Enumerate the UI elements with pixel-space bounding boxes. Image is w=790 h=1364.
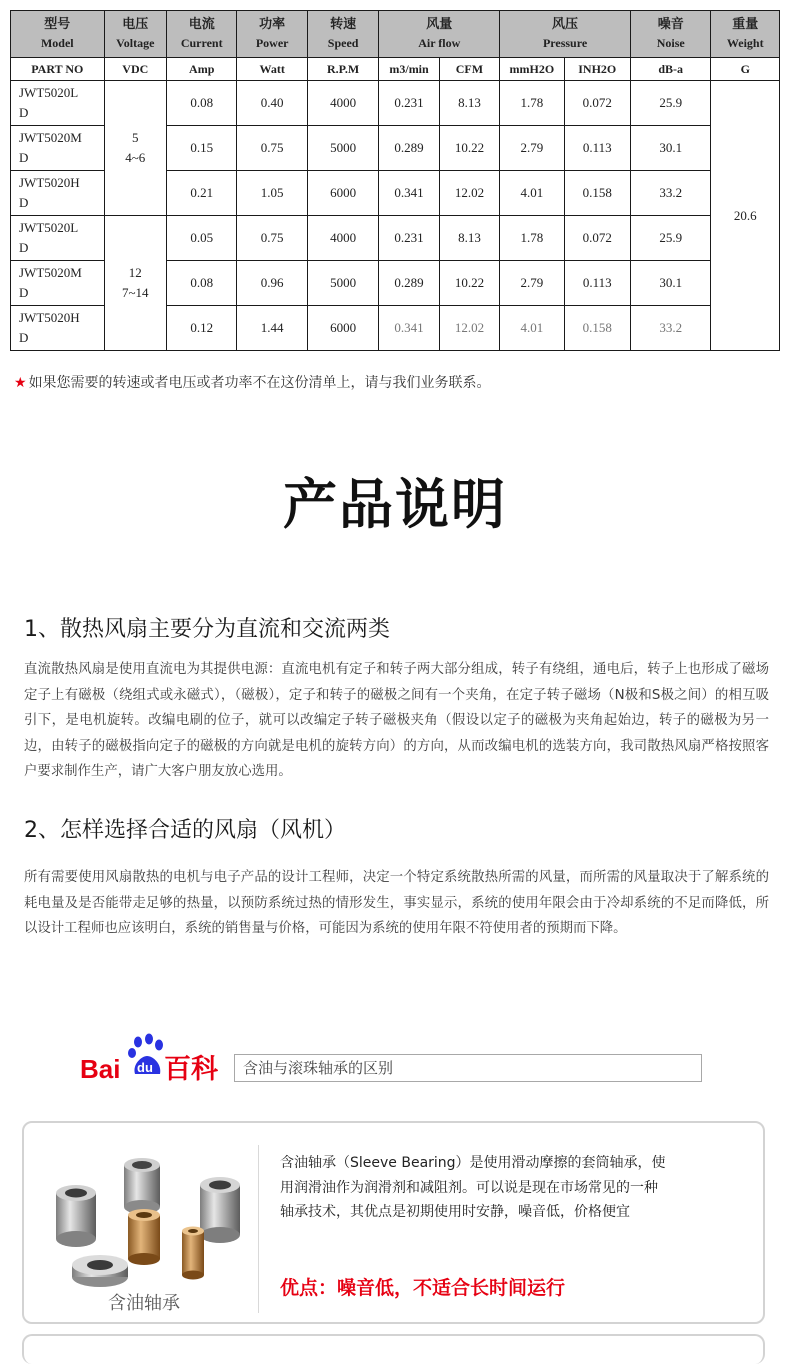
power-cell: 0.96 xyxy=(237,261,307,306)
power-cell: 0.40 xyxy=(237,81,307,126)
baidu-search-input[interactable]: 含油与滚珠轴承的区别 xyxy=(234,1054,702,1082)
section-heading-2: 2、怎样选择合适的风扇（风机） xyxy=(24,818,346,843)
current-cell: 0.08 xyxy=(166,261,236,306)
airflow-m3-cell: 0.341 xyxy=(379,306,439,351)
pressure-mmh2o-cell: 1.78 xyxy=(500,216,564,261)
speed-cell: 5000 xyxy=(307,261,378,306)
table-header-row xyxy=(11,11,780,58)
noise-cell: 30.1 xyxy=(630,261,711,306)
sleeve-bearing-image xyxy=(42,1153,252,1293)
spec-table xyxy=(10,10,780,351)
part-number: JWT5020H D xyxy=(11,171,105,216)
part-number: JWT5020H D xyxy=(11,306,105,351)
power-cell: 1.44 xyxy=(237,306,307,351)
pressure-mmh2o-cell: 1.78 xyxy=(500,81,564,126)
pressure-mmh2o-cell: 2.79 xyxy=(500,261,564,306)
svg-text:du: du xyxy=(137,1060,153,1075)
unit-cell: Amp xyxy=(166,58,236,81)
unit-cell: G xyxy=(711,58,780,81)
svg-text:Bai: Bai xyxy=(80,1054,121,1082)
pressure-inh2o-cell: 0.072 xyxy=(564,81,630,126)
unit-cell: dB-a xyxy=(630,58,711,81)
header-power: 功率 Power xyxy=(237,11,307,58)
speed-cell: 6000 xyxy=(307,171,378,216)
airflow-cfm-cell: 12.02 xyxy=(439,306,499,351)
noise-cell: 25.9 xyxy=(630,216,711,261)
unit-cell: Watt xyxy=(237,58,307,81)
noise-cell: 25.9 xyxy=(630,81,711,126)
part-number: JWT5020L D xyxy=(11,81,105,126)
speed-cell: 5000 xyxy=(307,126,378,171)
current-cell: 0.08 xyxy=(166,81,236,126)
current-cell: 0.21 xyxy=(166,171,236,216)
voltage-cell: 12 7~14 xyxy=(104,216,166,351)
section-body-1: 直流散热风扇是使用直流电为其提供电源：直流电机有定子和转子两大部分组成，转子有绕组，通电后，转子上也形成了磁场定子上有磁极（绕组式或永磁式），（磁极），定子和转子的磁极之间有一个夹角，在定子转子磁场（N极和S极之间）的相互吸引下，是电机旋转。改编电刷的位子，就可以改编定子转子磁极夹角（假设以定子的磁极为夹角起始边，转子的磁极为另一边，由转子的磁极指向定子的磁极的方向就是电机的旋转方向）的方向，从而改编电机的选装方向，我司散热风扇严格按照客户要求制作生产，请广大客户朋友放心选用。 xyxy=(24,662,769,779)
header-speed: 转速 Speed xyxy=(307,11,378,58)
current-cell: 0.15 xyxy=(166,126,236,171)
airflow-cfm-cell: 10.22 xyxy=(439,126,499,171)
pressure-inh2o-cell: 0.113 xyxy=(564,126,630,171)
star-icon: ★ xyxy=(14,375,27,391)
power-cell: 0.75 xyxy=(237,126,307,171)
card-divider xyxy=(258,1145,259,1313)
airflow-cfm-cell: 10.22 xyxy=(439,261,499,306)
table-row xyxy=(11,216,780,261)
section-heading-1: 1、散热风扇主要分为直流和交流两类 xyxy=(24,617,390,642)
part-number: JWT5020M D xyxy=(11,261,105,306)
contact-note xyxy=(14,372,491,392)
table-units-row xyxy=(11,58,780,81)
section-body-2: 所有需要使用风扇散热的电机与电子产品的设计工程师，决定一个特定系统散热所需的风量，而所需的风量取决于了解系统的耗电量及是否能带走足够的热量，以预防系统过热的情形发生，事实显示，系统的使用年限会由于冷却系统的不足而降低，所以设计工程师也应该明白，系统的销售量与价格，可能因为系统的使用年限不符使用者的预期而下降。 xyxy=(24,870,769,936)
noise-cell: 33.2 xyxy=(630,171,711,216)
airflow-cfm-cell: 8.13 xyxy=(439,216,499,261)
bearing-description: 含油轴承（Sleeve Bearing）是使用滑动摩擦的套筒轴承，使用润滑油作为润滑剂和减阻剂。可以说是现在市场常见的一种轴承技术，其优点是初期使用时安静，噪音低，价格便宜 xyxy=(280,1155,666,1220)
speed-cell: 4000 xyxy=(307,81,378,126)
header-model: 型号 Model xyxy=(11,11,105,58)
airflow-m3-cell: 0.289 xyxy=(379,126,439,171)
header-weight: 重量 Weight xyxy=(711,11,780,58)
unit-cell: PART NO xyxy=(11,58,105,81)
airflow-cfm-cell: 12.02 xyxy=(439,171,499,216)
airflow-m3-cell: 0.341 xyxy=(379,171,439,216)
part-number: JWT5020M D xyxy=(11,126,105,171)
airflow-m3-cell: 0.231 xyxy=(379,216,439,261)
unit-cell: VDC xyxy=(104,58,166,81)
pressure-inh2o-cell: 0.158 xyxy=(564,306,630,351)
unit-cell: INH2O xyxy=(564,58,630,81)
spec-table-container xyxy=(10,10,780,351)
airflow-m3-cell: 0.231 xyxy=(379,81,439,126)
bearing-caption: 含油轴承 xyxy=(108,1293,180,1314)
pressure-mmh2o-cell: 4.01 xyxy=(500,171,564,216)
speed-cell: 4000 xyxy=(307,216,378,261)
table-row xyxy=(11,81,780,126)
bearing-pros: 优点：噪音低，不适合长时间运行 xyxy=(280,1277,566,1299)
pressure-mmh2o-cell: 2.79 xyxy=(500,126,564,171)
bearing-card xyxy=(22,1121,765,1324)
unit-cell: R.P.M xyxy=(307,58,378,81)
noise-cell: 33.2 xyxy=(630,306,711,351)
pressure-inh2o-cell: 0.072 xyxy=(564,216,630,261)
page-title: 产品说明 xyxy=(283,473,507,536)
svg-text:百科: 百科 xyxy=(164,1054,218,1082)
pressure-mmh2o-cell: 4.01 xyxy=(500,306,564,351)
airflow-m3-cell: 0.289 xyxy=(379,261,439,306)
part-number: JWT5020L D xyxy=(11,216,105,261)
next-card-edge xyxy=(22,1334,765,1364)
header-noise: 噪音 Noise xyxy=(630,11,711,58)
pressure-inh2o-cell: 0.158 xyxy=(564,171,630,216)
header-pressure: 风压 Pressure xyxy=(500,11,631,58)
baidu-baike-logo xyxy=(80,1032,228,1082)
power-cell: 0.75 xyxy=(237,216,307,261)
unit-cell: CFM xyxy=(439,58,499,81)
voltage-cell: 5 4~6 xyxy=(104,81,166,216)
unit-cell: m3/min xyxy=(379,58,439,81)
weight-cell: 20.6 xyxy=(711,81,780,351)
power-cell: 1.05 xyxy=(237,171,307,216)
note-text: 如果您需要的转速或者电压或者功率不在这份清单上，请与我们业务联系。 xyxy=(28,375,491,391)
airflow-cfm-cell: 8.13 xyxy=(439,81,499,126)
header-current: 电流 Current xyxy=(166,11,236,58)
header-voltage: 电压 Voltage xyxy=(104,11,166,58)
current-cell: 0.05 xyxy=(166,216,236,261)
unit-cell: mmH2O xyxy=(500,58,564,81)
header-airflow: 风量 Air flow xyxy=(379,11,500,58)
pressure-inh2o-cell: 0.113 xyxy=(564,261,630,306)
speed-cell: 6000 xyxy=(307,306,378,351)
noise-cell: 30.1 xyxy=(630,126,711,171)
current-cell: 0.12 xyxy=(166,306,236,351)
